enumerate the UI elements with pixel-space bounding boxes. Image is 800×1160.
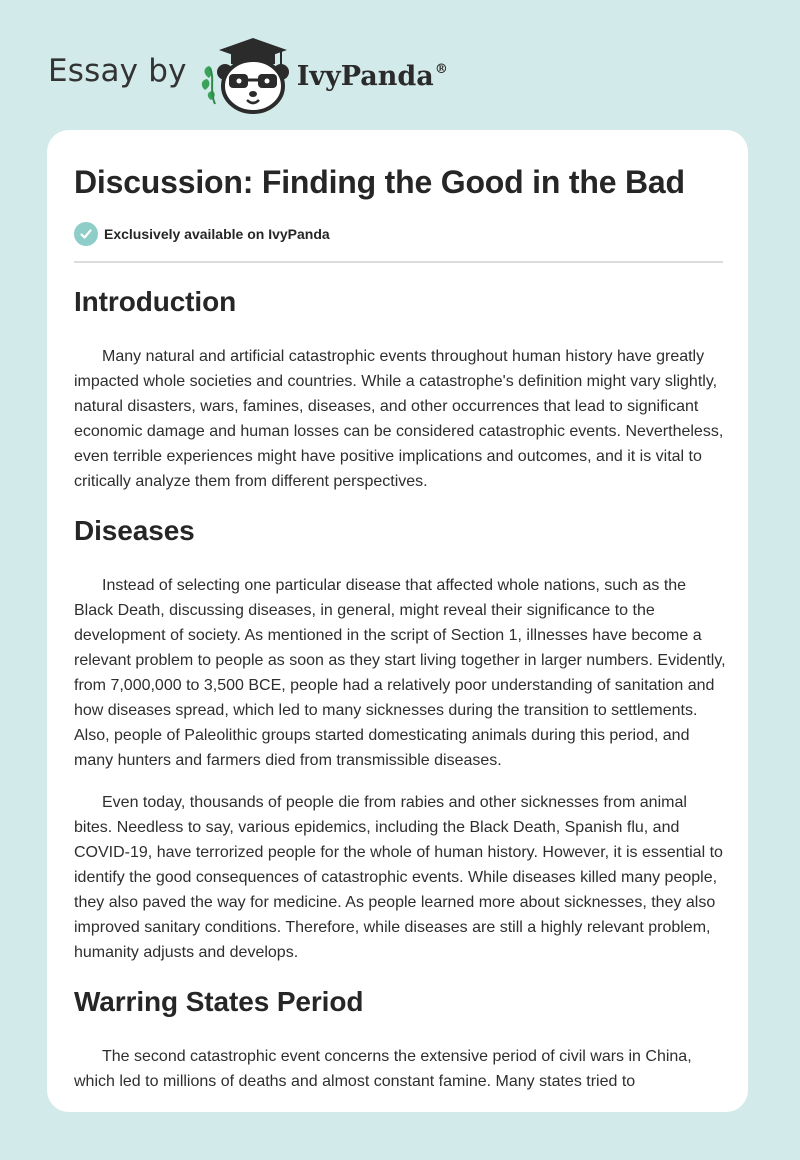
paragraph: Many natural and artificial catastrophic events throughout human history have greatly impacted whole societies and countries. While a catastrophe's definition might vary slightly, natural disasters, wars, famines, diseases, and other occurrences that lead to significant economic damage and human losses can be considered catastrophic events. Nevertheless, even terrible experiences might have positive implications and outcomes, and it is vital to critically analyze them from different perspectives. — [74, 348, 724, 490]
paragraph: Even today, thousands of people die from rabies and other sicknesses from animal bites. Needless to say, various epidemics, including the Black Death, Spanish flu, and COVID-19, have terrorized people for the whole of human history. However, it is essential to identify the good consequences of catastrophic events. While diseases killed many people, they also paved the way for medicine. As people learned more about sicknesses, they also improved sanitary conditions. Therefore, while diseases are still a highly relevant problem, humanity adjusts and develops. — [74, 794, 723, 961]
exclusive-badge-text: Exclusively available on IvyPanda — [104, 226, 330, 242]
section-heading-warring-states: Warring States Period — [74, 986, 364, 1017]
paragraph: Instead of selecting one particular disease that affected whole nations, such as the Black Death, discussing diseases, in general, might reveal their significance to the development of society. As mentioned in the script of Section 1, illnesses have become a relevant problem to people as soon as they start living together in larger numbers. Evidently, from 7,000,000 to 3,500 BCE, people had a relatively poor understanding of sanitation and how diseases spread, which led to many sicknesses during the transition to settlements. Also, people of Paleolithic groups started domesticating animals during this period, and many hunters and farmers died from transmissible diseases. — [74, 577, 726, 769]
essay-by-label: Essay by — [48, 53, 187, 89]
article-body — [74, 280, 726, 1094]
page-title: Discussion: Finding the Good in the Bad — [74, 164, 685, 200]
panda-logo-icon[interactable] — [201, 34, 293, 114]
paragraph: The second catastrophic event concerns the extensive period of civil wars in China, which led to millions of deaths and almost constant famine. Many states tried to — [74, 1048, 692, 1090]
registered-mark: ® — [434, 61, 448, 77]
essay-card — [47, 130, 748, 1112]
divider — [74, 261, 723, 263]
check-icon — [74, 222, 98, 246]
exclusive-badge — [74, 222, 330, 246]
site-header — [48, 34, 448, 114]
section-heading-diseases: Diseases — [74, 515, 195, 546]
section-heading-introduction: Introduction — [74, 286, 237, 317]
brand-name[interactable]: IvyPanda® — [296, 60, 448, 92]
